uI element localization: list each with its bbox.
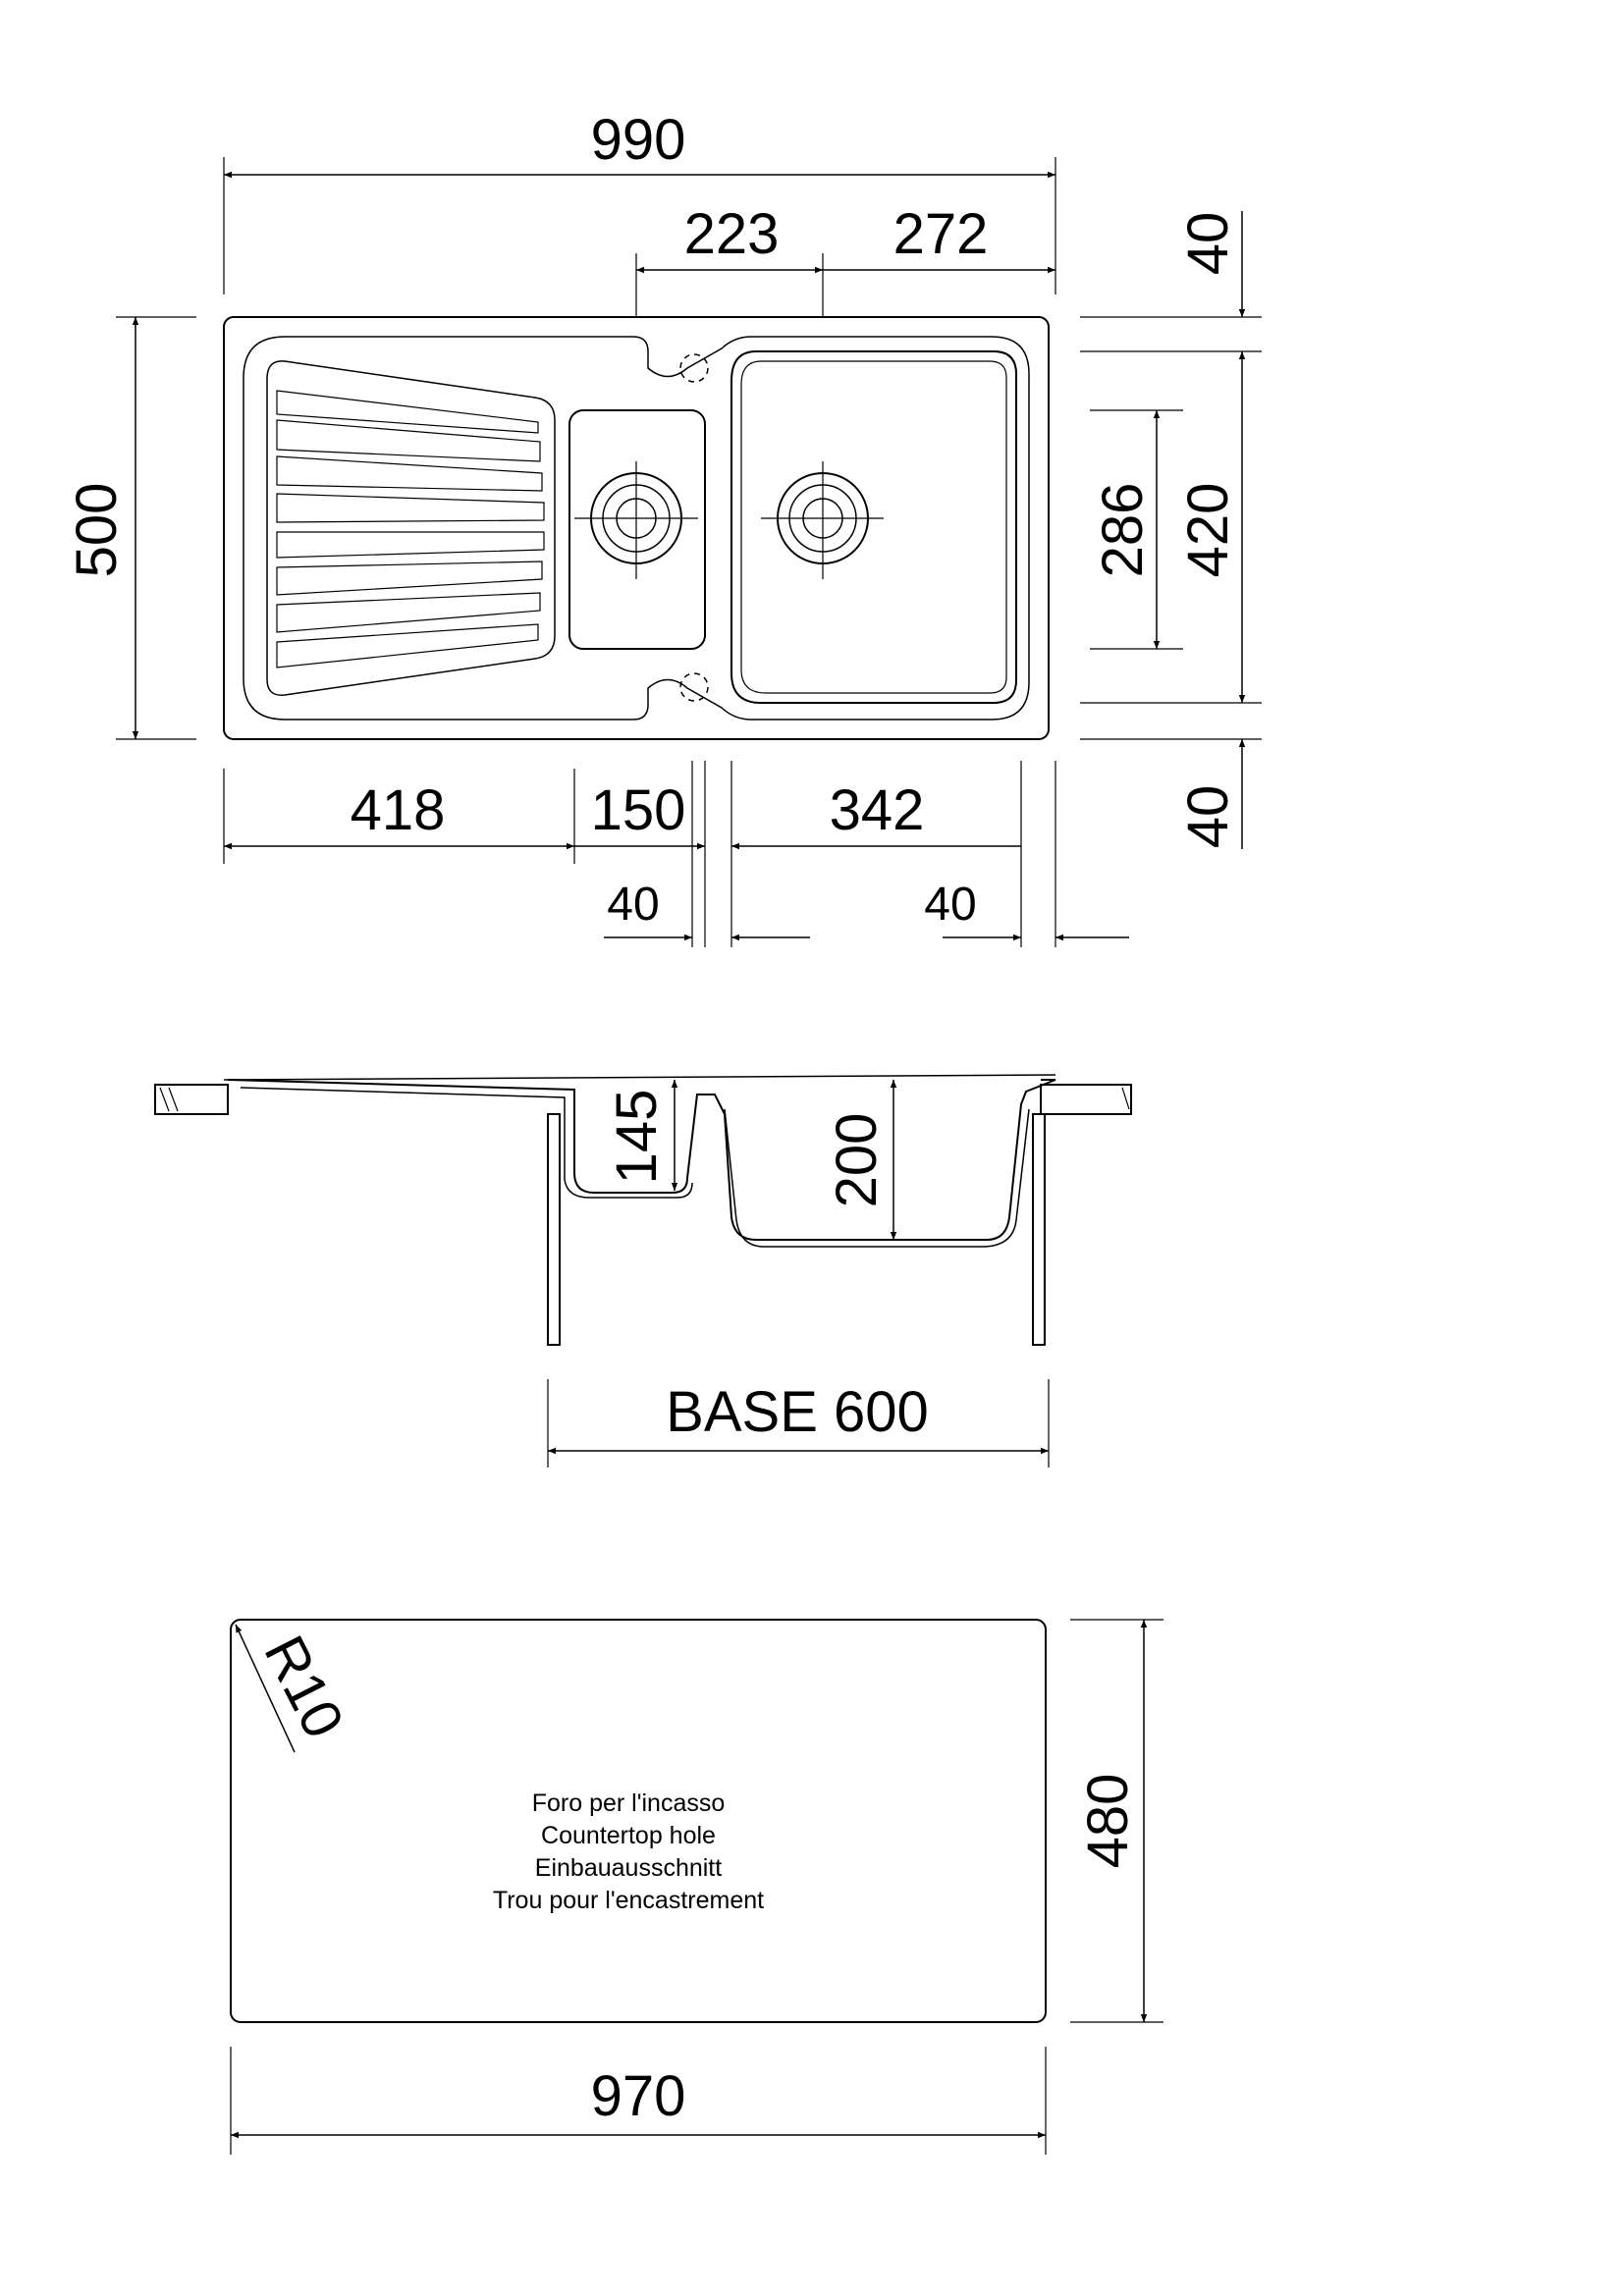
dim-cutout-height: 480 xyxy=(1076,1773,1140,1869)
small-drain xyxy=(574,461,698,579)
dim-gap-left: 40 xyxy=(607,879,660,931)
cutout-label-it: Foro per l'incasso xyxy=(531,1789,726,1817)
support-left xyxy=(548,1114,560,1345)
dim-gap-right: 40 xyxy=(924,879,977,931)
dim-bowl-depth: 420 xyxy=(1176,482,1240,578)
dim-drainer-width: 418 xyxy=(350,778,446,842)
drainer-board xyxy=(267,361,555,695)
dim-overall-width: 990 xyxy=(590,108,686,172)
cutout-view xyxy=(231,1620,1163,2155)
dim-small-bowl-depth: 286 xyxy=(1091,482,1155,578)
dim-top-margin: 40 xyxy=(1176,211,1240,276)
top-view-dimensions xyxy=(65,108,1262,947)
cutout-label-fr: Trou pour l'encastrement xyxy=(492,1887,765,1914)
cutout-label-en: Countertop hole xyxy=(541,1822,716,1849)
drainer-grooves xyxy=(277,391,544,667)
dim-large-bowl-width: 342 xyxy=(829,778,925,842)
support-right xyxy=(1033,1114,1045,1345)
dim-small-bowl-height: 145 xyxy=(605,1089,669,1185)
dim-base: BASE 600 xyxy=(666,1380,929,1444)
dim-radius: R10 xyxy=(251,1626,356,1748)
dim-cutout-width: 970 xyxy=(590,2064,686,2128)
dim-overall-depth: 500 xyxy=(65,482,129,578)
dim-large-bowl-height: 200 xyxy=(825,1112,889,1208)
dim-small-bowl-width: 150 xyxy=(590,778,686,842)
dim-bottom-margin: 40 xyxy=(1176,784,1240,849)
dim-right-offset: 272 xyxy=(893,202,989,266)
dim-drain-offset: 223 xyxy=(683,202,780,266)
cutout-outline xyxy=(231,1620,1046,2022)
side-view xyxy=(155,1075,1131,1468)
top-view xyxy=(224,317,1049,739)
large-bowl xyxy=(731,351,1016,703)
cutout-label-de: Einbauausschnitt xyxy=(534,1854,723,1882)
small-bowl xyxy=(569,410,705,649)
large-drain xyxy=(761,461,884,579)
